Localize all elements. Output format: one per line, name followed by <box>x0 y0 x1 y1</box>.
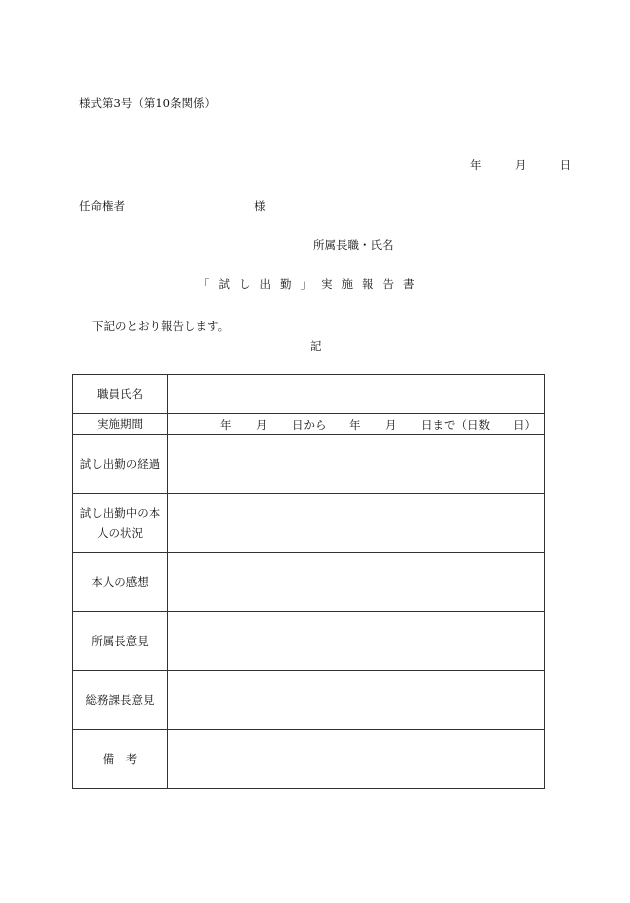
progress-cell[interactable] <box>168 435 545 494</box>
row-label-condition-line1: 試し出勤中の本 <box>79 506 161 520</box>
ki-heading: 記 <box>310 339 322 353</box>
date-month: 月 <box>514 158 527 172</box>
table-row <box>73 671 545 730</box>
period-month-2: 月 <box>385 418 397 432</box>
intro-text: 下記のとおり報告します。 <box>92 319 230 333</box>
row-label-progress: 試し出勤の経過 <box>73 435 168 494</box>
table-row <box>73 375 545 414</box>
row-label-impressions: 本人の感想 <box>73 553 168 612</box>
table-row <box>73 494 545 553</box>
period-year-1: 年 <box>220 418 232 432</box>
table-row <box>73 435 545 494</box>
report-table <box>72 374 545 789</box>
date-line <box>470 157 571 173</box>
condition-cell[interactable] <box>168 494 545 553</box>
period-until: 日まで（日数 <box>421 418 490 432</box>
table-row <box>73 553 545 612</box>
impressions-cell[interactable] <box>168 553 545 612</box>
staff-name-cell[interactable] <box>168 375 545 414</box>
period-year-2: 年 <box>349 418 361 432</box>
row-label-general-affairs-opinion: 総務課長意見 <box>73 671 168 730</box>
period-cell[interactable] <box>168 414 545 435</box>
date-year: 年 <box>470 158 482 172</box>
appointer-suffix: 様 <box>254 199 266 213</box>
table-row <box>73 730 545 789</box>
table-row <box>73 612 545 671</box>
document-title: 「試し出勤」実施報告書 <box>198 277 424 291</box>
row-label-remarks: 備 考 <box>73 730 168 789</box>
remarks-cell[interactable] <box>168 730 545 789</box>
appointer-label: 任命権者 <box>79 199 125 213</box>
period-from: 日から <box>292 418 327 432</box>
row-label-condition-line2: 人の状況 <box>97 526 143 540</box>
general-affairs-opinion-cell[interactable] <box>168 671 545 730</box>
row-label-condition <box>73 494 168 553</box>
period-month-1: 月 <box>256 418 268 432</box>
row-label-staff-name: 職員氏名 <box>73 375 168 414</box>
row-label-dept-opinion: 所属長意見 <box>73 612 168 671</box>
date-day: 日 <box>559 158 572 172</box>
dept-head-label: 所属長職・氏名 <box>313 238 394 252</box>
table-row <box>73 414 545 435</box>
dept-opinion-cell[interactable] <box>168 612 545 671</box>
form-number: 様式第3号（第10条関係） <box>79 96 216 110</box>
row-label-period: 実施期間 <box>73 414 168 435</box>
period-days-close: 日） <box>513 418 536 432</box>
